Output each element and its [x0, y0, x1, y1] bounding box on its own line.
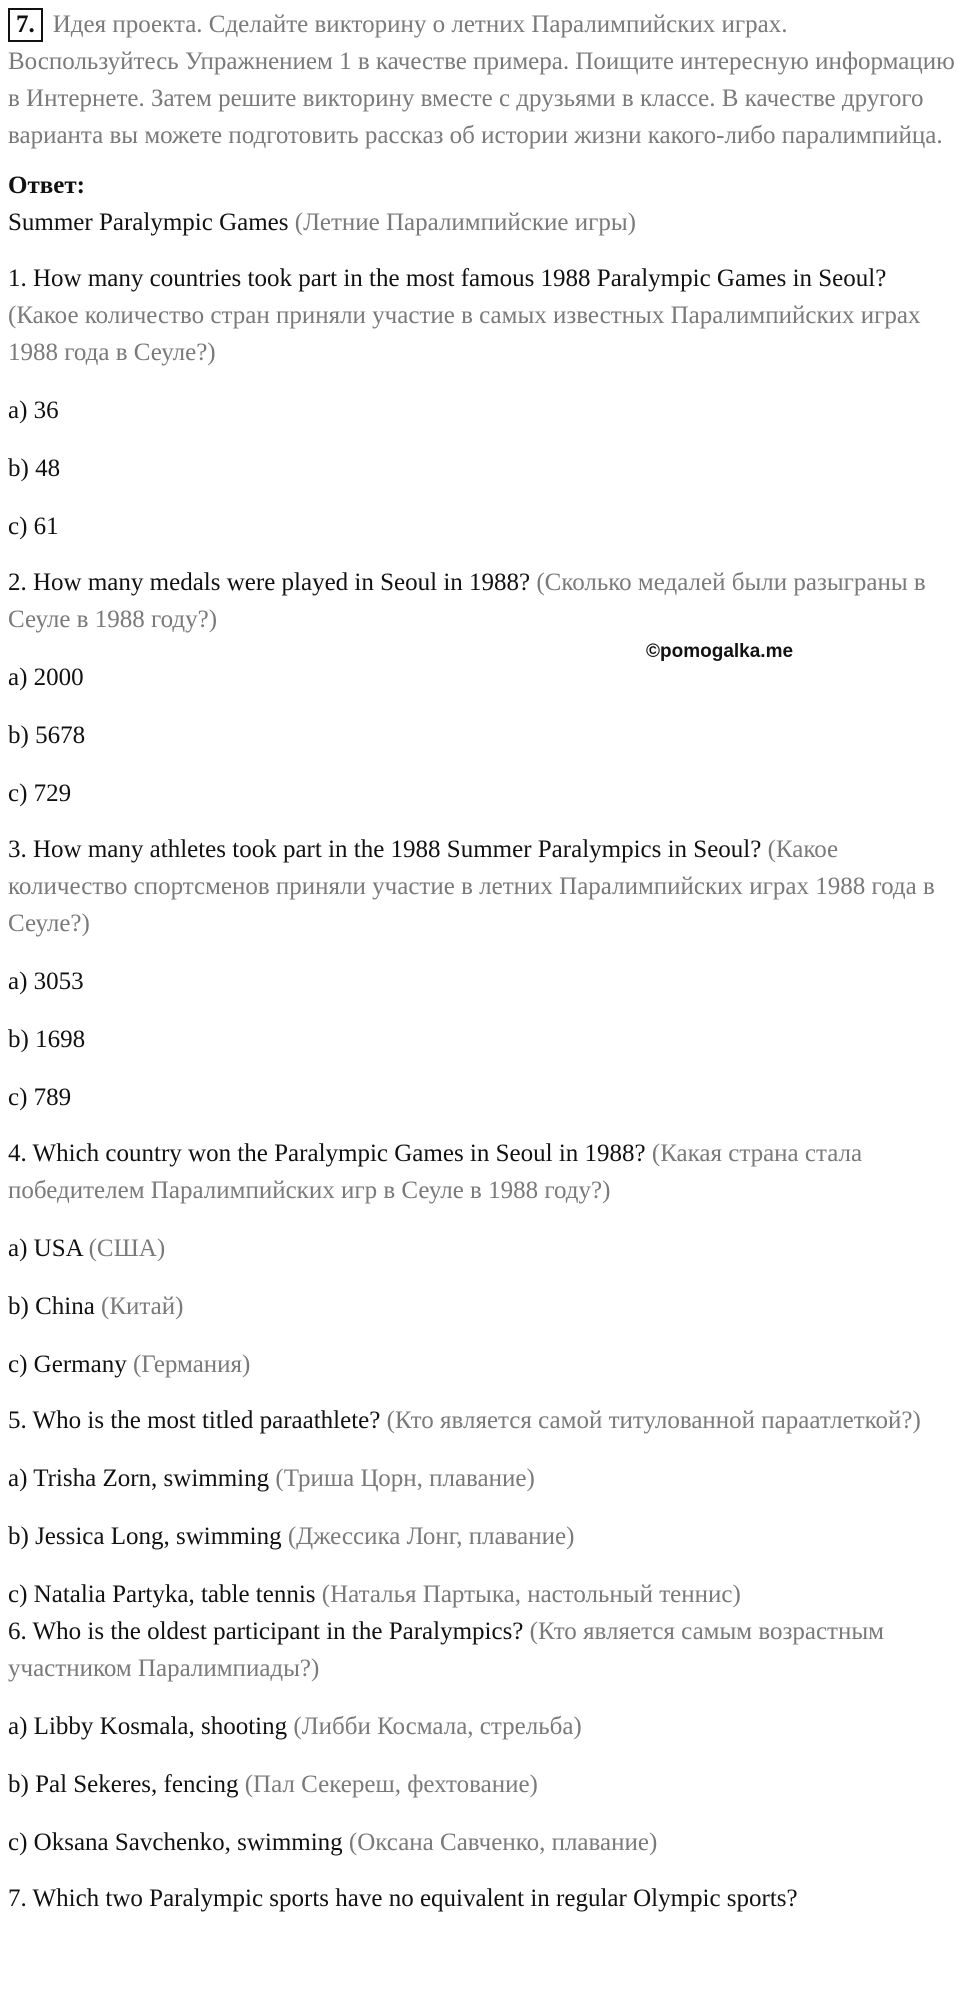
- quiz-title-ru: (Летние Паралимпийские игры): [294, 209, 636, 236]
- option-1a: [8, 392, 958, 429]
- option-3c: [8, 1079, 958, 1116]
- question-text-ru: (Кто является самой титулованной параатлеткой?): [386, 1407, 921, 1434]
- watermark: ©pomogalka.me: [646, 641, 794, 662]
- question-6: [8, 1613, 958, 1687]
- question-4: [8, 1135, 958, 1209]
- option-text-en: c) Germany: [8, 1351, 127, 1378]
- question-5: [8, 1402, 958, 1439]
- option-1b: [8, 450, 958, 487]
- option-4c: [8, 1346, 958, 1383]
- question-7: [8, 1880, 958, 1917]
- option-text-en: a) USA: [8, 1235, 83, 1262]
- question-text-en: 5. Who is the most titled paraathlete?: [8, 1407, 381, 1434]
- option-2c: [8, 775, 958, 812]
- question-text-en: 7. Which two Paralympic sports have no equivalent in regular Olympic sports?: [8, 1885, 798, 1912]
- option-text-en: a) 3053: [8, 968, 84, 995]
- option-text-en: c) 789: [8, 1084, 72, 1111]
- option-text-en: c) Oksana Savchenko, swimming: [8, 1829, 343, 1856]
- option-text-en: a) 36: [8, 397, 59, 424]
- question-text-en: 1. How many countries took part in the most famous 1988 Paralympic Games in Seoul?: [8, 265, 887, 292]
- option-1c: [8, 508, 958, 545]
- option-text-en: b) 5678: [8, 722, 86, 749]
- option-text-en: b) 48: [8, 455, 61, 482]
- question-text-en: 2. How many medals were played in Seoul in 1988?: [8, 569, 531, 596]
- task-text: Идея проекта. Сделайте викторину о летних Паралимпийских играх. Воспользуйтесь Упражнением 1 в качестве примера. Поищите интересную информацию в Интернете. Затем решите викторину вместе с друзьями в классе. В качестве другого варианта вы можете подготовить рассказ об истории жизни какого-либо паралимпийца.: [8, 11, 955, 149]
- option-3a: [8, 963, 958, 1000]
- option-text-ru: (Германия): [132, 1351, 251, 1378]
- option-text-en: a) 2000: [8, 664, 84, 691]
- option-text-en: b) Pal Sekeres, fencing: [8, 1771, 239, 1798]
- quiz-title: [8, 204, 958, 241]
- option-text-en: a) Trisha Zorn, swimming: [8, 1465, 270, 1492]
- option-2a: [8, 659, 958, 696]
- question-text-ru: (Сколько медалей были разыграны в Сеуле в 1988 году?): [8, 569, 926, 633]
- question-2: [8, 564, 958, 638]
- question-1: [8, 260, 958, 371]
- option-text-ru: (Оксана Савченко, плавание): [348, 1829, 658, 1856]
- option-text-ru: (Джессика Лонг, плавание): [287, 1523, 575, 1550]
- task-statement: [8, 6, 958, 154]
- option-text-ru: (Либби Космала, стрельба): [293, 1713, 582, 1740]
- option-text-ru: (Китай): [101, 1293, 184, 1320]
- option-text-en: c) Natalia Partyka, table tennis: [8, 1581, 316, 1608]
- option-text-ru: (Наталья Партыка, настольный теннис): [321, 1581, 741, 1608]
- option-4a: [8, 1230, 958, 1267]
- option-text-ru: (США): [88, 1235, 166, 1262]
- quiz-title-en: Summer Paralympic Games: [8, 209, 289, 236]
- option-text-en: b) Jessica Long, swimming: [8, 1523, 282, 1550]
- question-text-ru: (Какое количество спортсменов приняли участие в летних Паралимпийских играх 1988 года в Сеуле?): [8, 836, 935, 937]
- option-6a: [8, 1708, 958, 1745]
- option-6c: [8, 1824, 958, 1861]
- option-text-ru: (Пал Секереш, фехтование): [244, 1771, 538, 1798]
- option-5b: [8, 1518, 958, 1555]
- option-5a: [8, 1460, 958, 1497]
- option-2b: [8, 717, 958, 754]
- question-text-en: 3. How many athletes took part in the 1988 Summer Paralympics in Seoul?: [8, 836, 762, 863]
- question-text-ru: (Какая страна стала победителем Паралимпийских игр в Сеуле в 1988 году?): [8, 1140, 863, 1204]
- option-6b: [8, 1766, 958, 1803]
- option-text-ru: (Триша Цорн, плавание): [275, 1465, 535, 1492]
- question-text-en: 4. Which country won the Paralympic Games in Seoul in 1988?: [8, 1140, 646, 1167]
- answer-label: Ответ:: [8, 172, 85, 199]
- question-3: [8, 831, 958, 942]
- option-5c: [8, 1576, 958, 1613]
- task-number-box: 7.: [8, 8, 43, 42]
- option-text-en: b) China: [8, 1293, 95, 1320]
- option-text-en: c) 729: [8, 780, 72, 807]
- option-text-en: a) Libby Kosmala, shooting: [8, 1713, 288, 1740]
- question-text-en: 6. Who is the oldest participant in the Paralympics?: [8, 1618, 524, 1645]
- document-page: [8, 6, 958, 1917]
- option-text-en: c) 61: [8, 513, 59, 540]
- option-3b: [8, 1021, 958, 1058]
- option-text-en: b) 1698: [8, 1026, 86, 1053]
- question-text-ru: (Кто является самым возрастным участником Паралимпиады?): [8, 1618, 884, 1682]
- option-4b: [8, 1288, 958, 1325]
- question-text-ru: (Какое количество стран приняли участие в самых известных Паралимпийских играх 1988 года в Сеуле?): [8, 302, 921, 366]
